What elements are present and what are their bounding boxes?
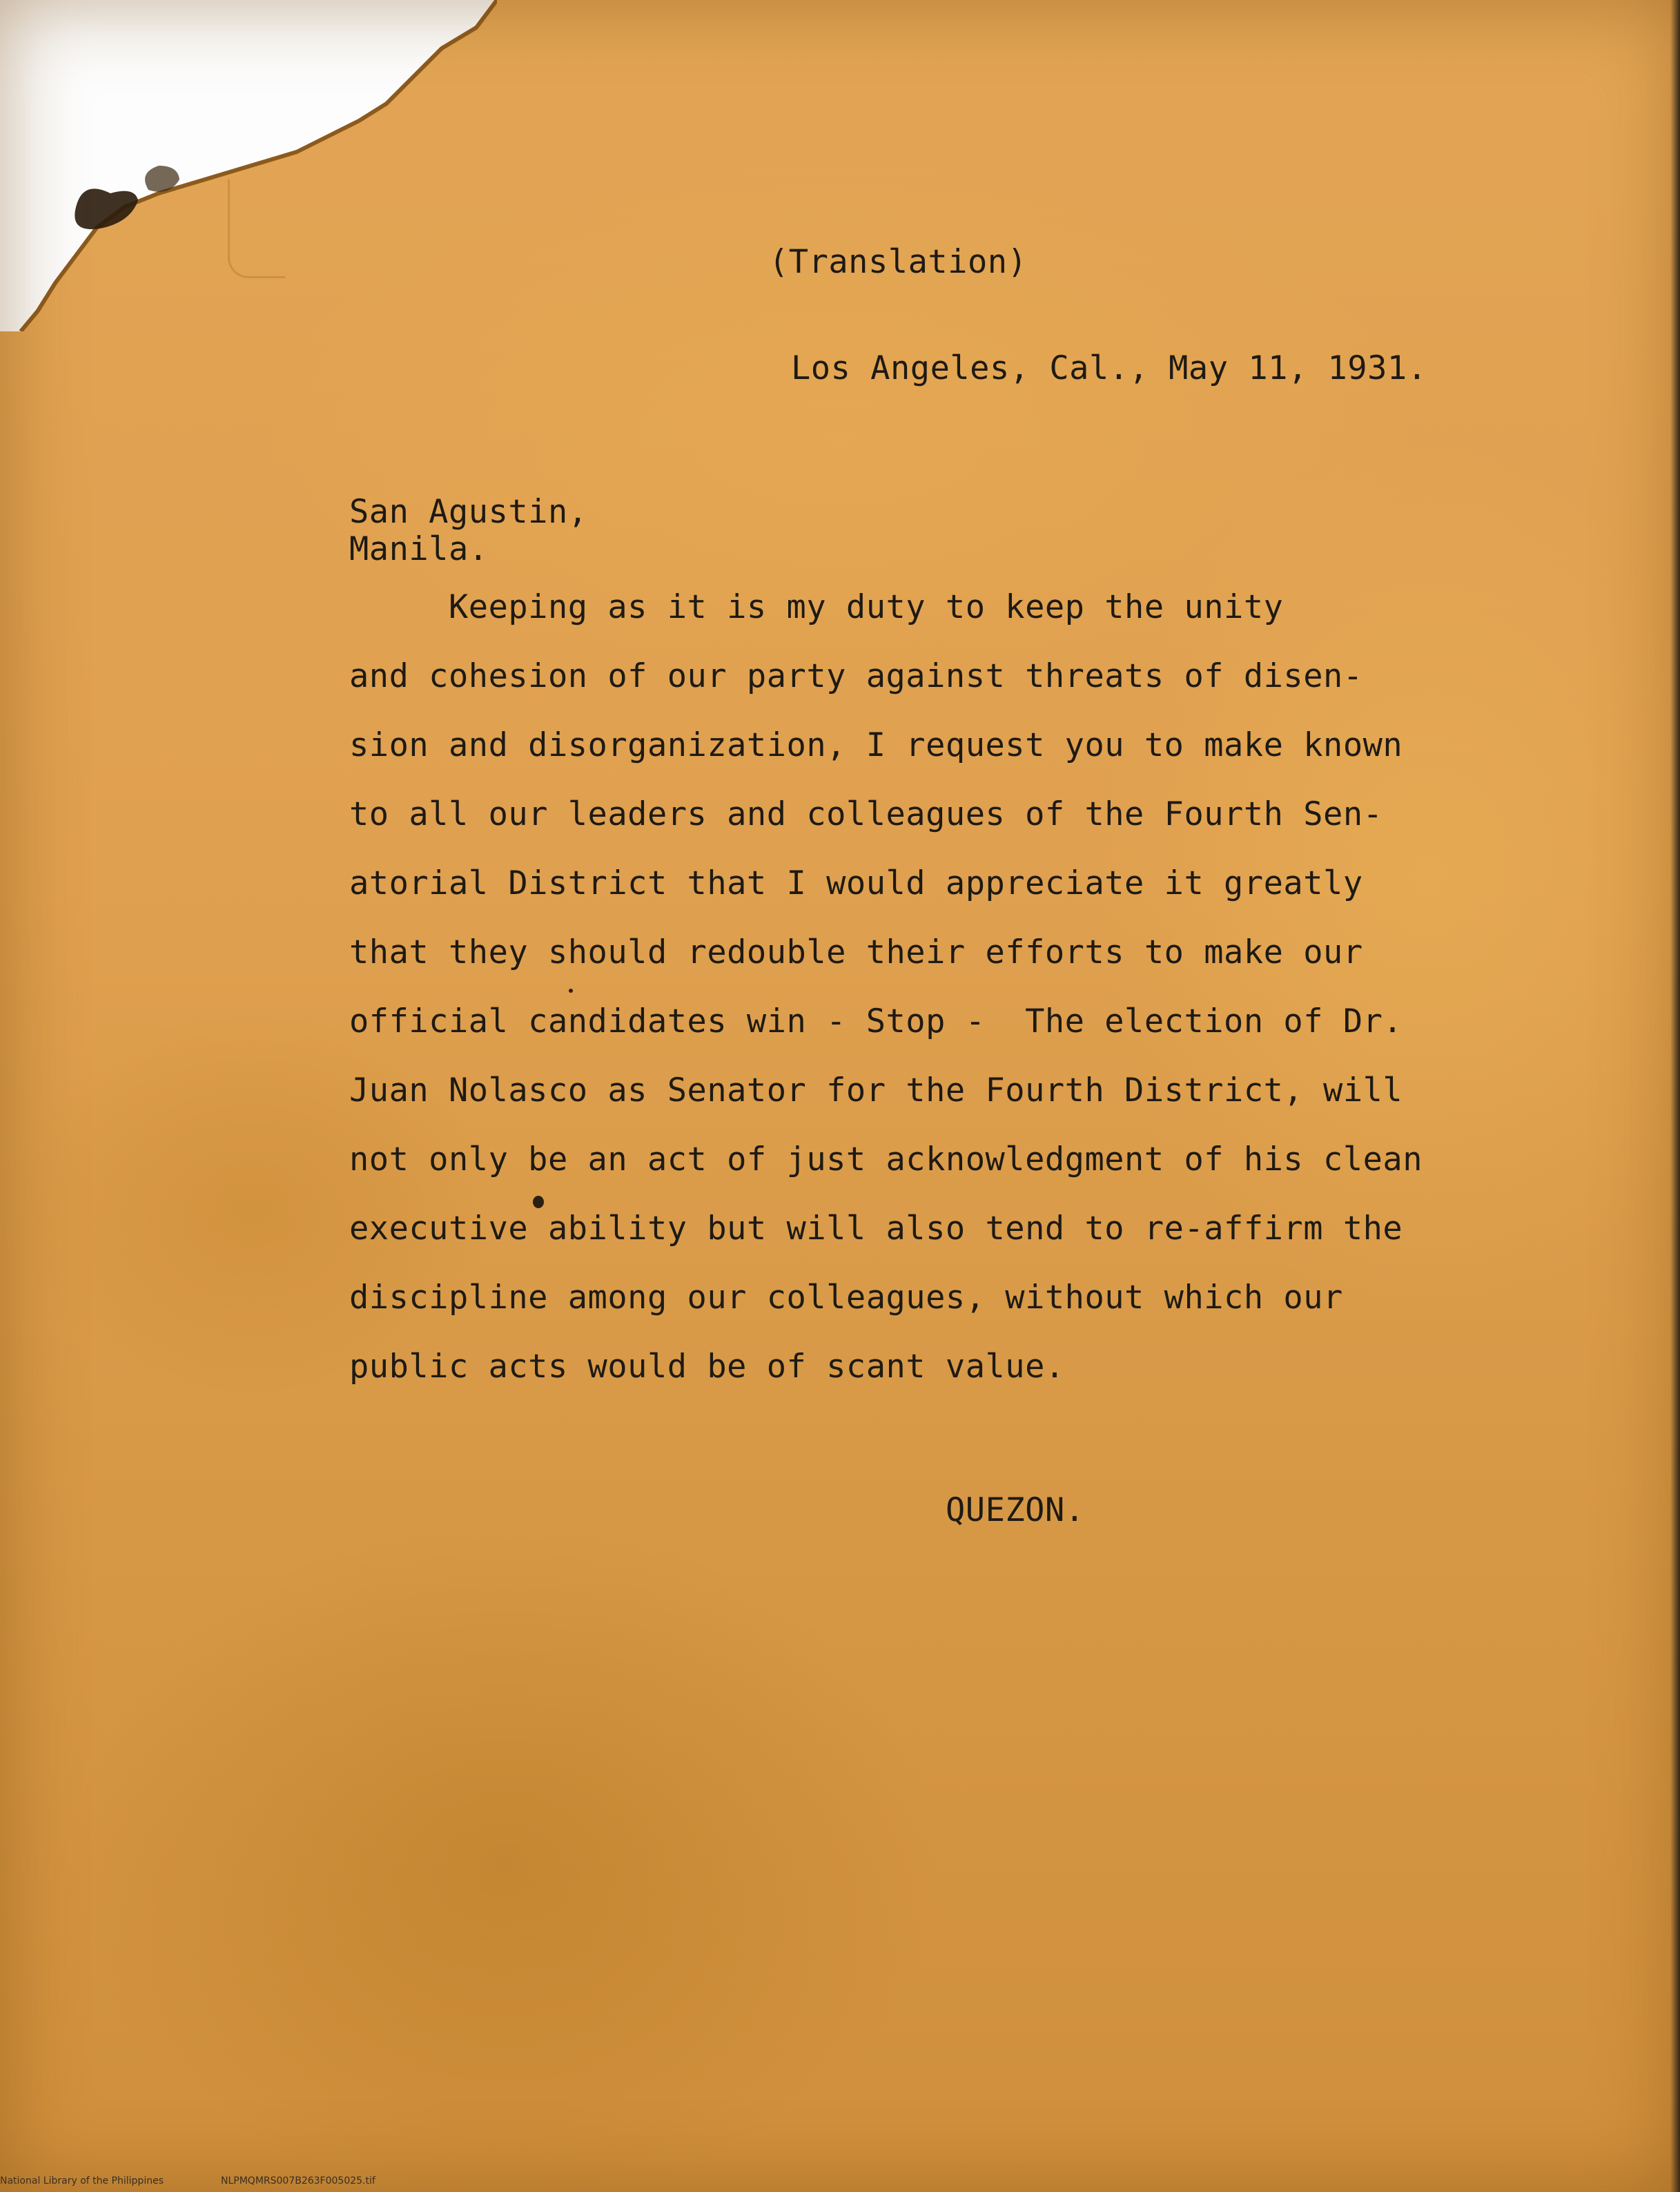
body-line: official candidates win - Stop - The election of Dr.	[349, 1002, 1403, 1040]
body-line: sion and disorganization, I request you to make known	[349, 726, 1403, 764]
body-line: Keeping as it is my duty to keep the unity	[349, 588, 1284, 626]
library-credit: National Library of the Philippines	[0, 2175, 164, 2186]
ink-spot	[569, 989, 573, 993]
body-line: discipline among our colleagues, without which our	[349, 1279, 1343, 1317]
dateline: Los Angeles, Cal., May 11, 1931.	[791, 349, 1427, 387]
scan-footer	[0, 2142, 375, 2186]
body-line: executive ability but will also tend to re-affirm the	[349, 1210, 1403, 1248]
body-line: to all our leaders and colleagues of the Fourth Sen-	[349, 795, 1383, 833]
ink-spot	[533, 1196, 544, 1208]
body-line: that they should redouble their efforts to make our	[349, 933, 1363, 971]
body-line: public acts would be of scant value.	[349, 1348, 1065, 1386]
address-line-1: San Agustin,	[349, 493, 588, 531]
body-line: Juan Nolasco as Senator for the Fourth District, will	[349, 1071, 1403, 1109]
paper-fold-mark	[228, 180, 285, 278]
body-line: not only be an act of just acknowledgment of his clean	[349, 1141, 1423, 1179]
body-line: and cohesion of our party against threats of disen-	[349, 657, 1363, 695]
body-line: atorial District that I would appreciate it greatly	[349, 864, 1363, 902]
scan-filename: NLPMQMRS007B263F005025.tif	[221, 2175, 375, 2186]
signature: QUEZON.	[946, 1491, 1085, 1529]
address-line-2: Manila.	[349, 530, 489, 568]
scan-edge	[1670, 0, 1680, 2192]
torn-corner	[0, 0, 497, 331]
document-heading: (Translation)	[769, 243, 1028, 281]
